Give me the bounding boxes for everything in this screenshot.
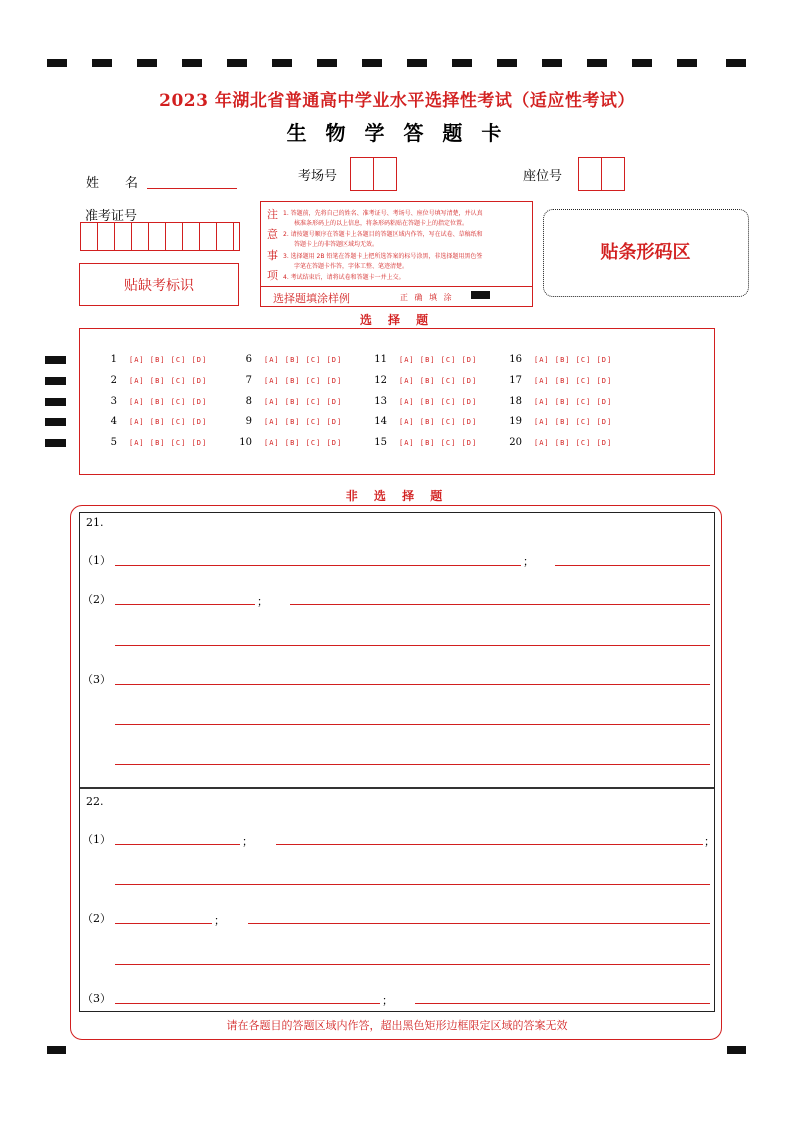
- ticket-digit-box[interactable]: [165, 222, 183, 251]
- choice-options[interactable]: [A] [B] [C] [D]: [534, 418, 613, 426]
- choice-question-number: 15: [374, 437, 387, 448]
- exam-title: 2023 年湖北省普通高中学业水平选择性考试（适应性考试）: [159, 91, 635, 111]
- choice-question-number: 12: [374, 375, 387, 386]
- q21-part1-answer-a[interactable]: [115, 565, 521, 566]
- q22-part1-answer-line[interactable]: [115, 884, 710, 885]
- choice-question-number: 16: [509, 354, 522, 365]
- q21-part3-answer-line[interactable]: [115, 764, 710, 765]
- q22-part3-label: （3）: [82, 992, 111, 1005]
- semicolon: ；: [382, 994, 393, 1007]
- timing-mark: [272, 59, 292, 67]
- q22-part2-answer-b[interactable]: [248, 923, 710, 924]
- row-timing-mark: [45, 377, 66, 385]
- choice-options[interactable]: [A] [B] [C] [D]: [264, 356, 343, 364]
- choice-question-number: 4: [110, 416, 117, 427]
- timing-mark: [92, 59, 112, 67]
- choice-question-number: 8: [245, 396, 252, 407]
- notice-line: 1. 答题前，先将自己的姓名、准考证号、考场号、座位号填写清楚，并认真: [283, 210, 483, 217]
- choice-options[interactable]: [A] [B] [C] [D]: [129, 418, 208, 426]
- ticket-digit-box[interactable]: [131, 222, 149, 251]
- row-timing-mark: [45, 439, 66, 447]
- q21-part3-label: （3）: [82, 673, 111, 686]
- choice-options[interactable]: [A] [B] [C] [D]: [399, 418, 478, 426]
- timing-mark: [677, 59, 697, 67]
- barcode-area: [543, 209, 749, 297]
- q21-part2-answer-b[interactable]: [290, 604, 710, 605]
- choice-question-number: 9: [245, 416, 252, 427]
- ticket-digit-box[interactable]: [148, 222, 166, 251]
- notice-side-char: 事: [267, 249, 278, 262]
- bottom-timing-mark: [47, 1046, 66, 1054]
- choice-options[interactable]: [A] [B] [C] [D]: [264, 418, 343, 426]
- q22-part1-label: （1）: [82, 833, 111, 846]
- question-divider: [80, 787, 714, 789]
- notice-line: 2. 请按题号顺序在答题卡上各题目的答题区域内作答，写在试卷、草稿纸和: [283, 231, 483, 238]
- choice-question-number: 5: [110, 437, 117, 448]
- timing-mark: [632, 59, 652, 67]
- choice-options[interactable]: [A] [B] [C] [D]: [399, 356, 478, 364]
- name-field[interactable]: [147, 188, 237, 189]
- choice-question-number: 13: [374, 396, 387, 407]
- choice-question-number: 10: [239, 437, 252, 448]
- notice-line: 核准条形码上的以上信息，将条形码粘贴在答题卡上的指定位置。: [294, 220, 469, 227]
- q22-part2-answer-line[interactable]: [115, 964, 710, 965]
- seat-box[interactable]: [578, 157, 602, 191]
- q21-part3-answer-line[interactable]: [115, 684, 710, 685]
- notice-line: 3. 选择题用 2B 铅笔在答题卡上把所选答案的标号涂黑，非选择题用黑色签: [283, 253, 483, 260]
- ticket-digit-box[interactable]: [199, 222, 217, 251]
- notice-divider: [261, 286, 532, 287]
- choice-options[interactable]: [A] [B] [C] [D]: [129, 377, 208, 385]
- choice-question-number: 11: [374, 354, 387, 365]
- timing-mark: [542, 59, 562, 67]
- sample-label: 选择题填涂样例: [273, 292, 350, 305]
- footer-note: 请在各题目的答题区域内作答，超出黑色矩形边框限定区域的答案无效: [226, 1019, 568, 1032]
- choice-question-number: 19: [509, 416, 522, 427]
- q21-part2-answer-a[interactable]: [115, 604, 255, 605]
- q22-part2-label: （2）: [82, 912, 111, 925]
- row-timing-mark: [45, 398, 66, 406]
- exam-room-label: 考场号: [298, 169, 338, 184]
- timing-mark: [227, 59, 247, 67]
- choice-question-number: 3: [110, 396, 117, 407]
- q22-part1-answer-a[interactable]: [115, 844, 240, 845]
- choice-question-number: 17: [509, 375, 522, 386]
- timing-mark: [182, 59, 202, 67]
- timing-mark: [452, 59, 472, 67]
- ticket-digit-box[interactable]: [97, 222, 115, 251]
- row-timing-mark: [45, 356, 66, 364]
- semicolon: ；: [704, 835, 715, 848]
- q22-part3-answer-a[interactable]: [115, 1003, 380, 1004]
- ticket-label: 准考证号: [85, 209, 138, 224]
- subject-title: 生 物 学 答 题 卡: [286, 121, 508, 145]
- choice-options[interactable]: [A] [B] [C] [D]: [534, 398, 613, 406]
- seat-label: 座位号: [523, 169, 563, 184]
- name-label: 姓 名: [86, 176, 139, 191]
- barcode-label: 贴条形码区: [600, 242, 691, 263]
- notice-line: 答题卡上的非答题区域均无效。: [294, 241, 379, 248]
- ticket-digit-box[interactable]: [216, 222, 234, 251]
- choice-options[interactable]: [A] [B] [C] [D]: [264, 439, 343, 447]
- free-section-title: 非 选 择 题: [345, 489, 449, 503]
- q22-part3-answer-b[interactable]: [415, 1003, 710, 1004]
- filled-bubble-sample: [471, 291, 490, 299]
- semicolon: ；: [242, 835, 253, 848]
- ticket-digit-box[interactable]: [114, 222, 132, 251]
- q22-number: 22.: [86, 795, 104, 808]
- choice-question-number: 6: [245, 354, 252, 365]
- choice-options[interactable]: [A] [B] [C] [D]: [129, 356, 208, 364]
- timing-mark: [407, 59, 427, 67]
- semicolon: ；: [523, 555, 534, 568]
- choice-options[interactable]: [A] [B] [C] [D]: [534, 377, 613, 385]
- q22-part1-answer-b[interactable]: [276, 844, 703, 845]
- semicolon: ；: [257, 595, 268, 608]
- choice-options[interactable]: [A] [B] [C] [D]: [399, 377, 478, 385]
- timing-mark: [47, 59, 67, 67]
- semicolon: ；: [214, 914, 225, 927]
- choice-options[interactable]: [A] [B] [C] [D]: [129, 398, 208, 406]
- choice-options[interactable]: [A] [B] [C] [D]: [264, 398, 343, 406]
- timing-mark: [497, 59, 517, 67]
- notice-side-char: 注: [267, 208, 278, 221]
- ticket-digit-box[interactable]: [182, 222, 200, 251]
- correct-fill-label: 正 确 填 涂: [400, 293, 454, 302]
- notice-side-char: 项: [267, 269, 278, 282]
- q21-part1-label: （1）: [82, 554, 111, 567]
- seat-box[interactable]: [601, 157, 625, 191]
- choice-question-number: 14: [374, 416, 387, 427]
- notice-line: 4. 考试结束后，请将试卷和答题卡一并上交。: [283, 274, 405, 281]
- notice-line: 字笔在答题卡作答，字体工整、笔迹清楚。: [294, 263, 409, 270]
- choice-options[interactable]: [A] [B] [C] [D]: [534, 356, 613, 364]
- ticket-digit-box[interactable]: [80, 222, 98, 251]
- choice-question-number: 2: [110, 375, 117, 386]
- ticket-digit-box[interactable]: [233, 222, 240, 251]
- choice-question-number: 20: [509, 437, 522, 448]
- choice-options[interactable]: [A] [B] [C] [D]: [399, 398, 478, 406]
- choice-section-title: 选 择 题: [359, 313, 435, 327]
- timing-mark: [317, 59, 337, 67]
- choice-options[interactable]: [A] [B] [C] [D]: [534, 439, 613, 447]
- q21-number: 21.: [86, 516, 104, 529]
- q21-part3-answer-line[interactable]: [115, 724, 710, 725]
- timing-mark: [726, 59, 746, 67]
- timing-mark: [137, 59, 157, 67]
- q21-part2-label: （2）: [82, 593, 111, 606]
- choice-options[interactable]: [A] [B] [C] [D]: [399, 439, 478, 447]
- choice-options[interactable]: [A] [B] [C] [D]: [129, 439, 208, 447]
- exam-room-box[interactable]: [350, 157, 374, 191]
- choice-options[interactable]: [A] [B] [C] [D]: [264, 377, 343, 385]
- q22-part2-answer-a[interactable]: [115, 923, 212, 924]
- choice-question-number: 7: [245, 375, 252, 386]
- choice-question-number: 1: [110, 354, 117, 365]
- choice-question-number: 18: [509, 396, 522, 407]
- free-answer-frame: [79, 512, 715, 1012]
- missing-mark-area: [79, 263, 239, 306]
- missing-mark-label: 贴缺考标识: [124, 278, 194, 294]
- bottom-timing-mark: [727, 1046, 746, 1054]
- timing-mark: [362, 59, 382, 67]
- exam-room-box[interactable]: [373, 157, 397, 191]
- q21-part1-answer-b[interactable]: [555, 565, 710, 566]
- timing-mark: [587, 59, 607, 67]
- q21-part2-answer-line[interactable]: [115, 645, 710, 646]
- row-timing-mark: [45, 418, 66, 426]
- notice-side-char: 意: [267, 228, 278, 241]
